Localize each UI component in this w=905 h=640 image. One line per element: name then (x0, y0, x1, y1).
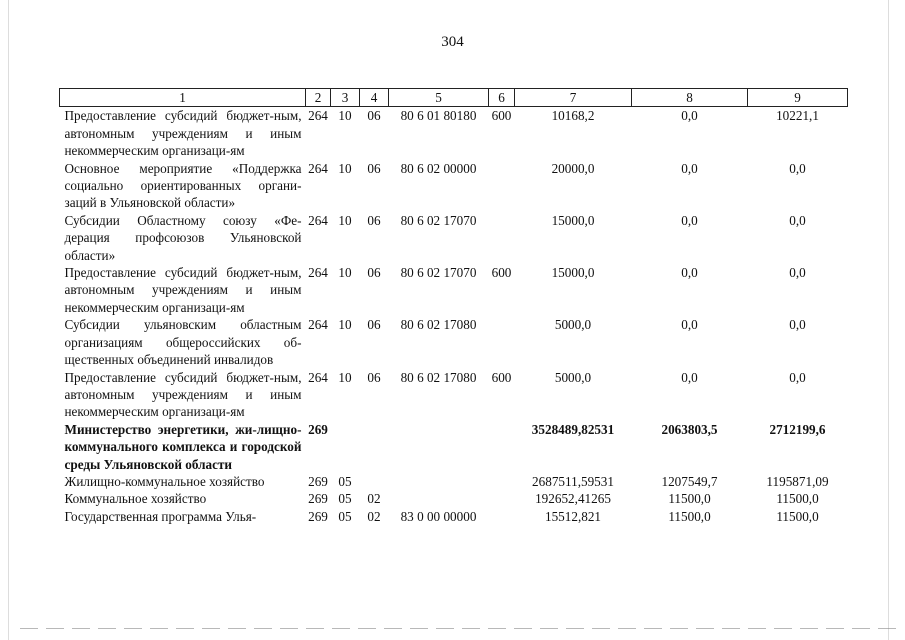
cell-section: 05 (338, 508, 352, 524)
cell-expense-type (489, 421, 515, 473)
cell-name: Предоставление субсидий бюджет-ным, автономным учреждениям и иным некоммерческим организаци-ям (64, 108, 302, 159)
table-row (60, 264, 848, 316)
cell-name: Жилищно-коммунальное хозяйство (64, 473, 265, 489)
cell-section: 10 (338, 369, 352, 385)
cell-expense-type (489, 212, 515, 264)
cell-name: Министерство энергетики, жи-лищно-коммунального комплекса и городской среды Ульяновской области (64, 421, 302, 472)
cell-target-article (389, 490, 489, 507)
cell-amount-9: 0,0 (789, 317, 806, 333)
table-row (60, 490, 848, 507)
cell-subsection: 06 (367, 317, 381, 333)
cell-section: 05 (338, 473, 352, 489)
cell-grbs: 264 (308, 369, 328, 385)
header-cell: 7 (515, 89, 632, 107)
cell-grbs: 264 (308, 160, 328, 176)
cell-subsection (360, 473, 389, 490)
cell-expense-type (489, 160, 515, 212)
cell-amount-9: 1195871,09 (766, 473, 829, 489)
header-cell: 3 (331, 89, 360, 107)
cell-subsection: 06 (367, 108, 381, 124)
cell-amount-7: 15000,0 (551, 212, 595, 228)
cell-target-article: 80 6 02 17070 (400, 212, 477, 228)
table-row (60, 473, 848, 490)
cell-subsection: 06 (367, 160, 381, 176)
cell-expense-type (489, 473, 515, 490)
cell-amount-7: 15512,821 (544, 508, 602, 524)
cell-subsection: 06 (367, 369, 381, 385)
cell-name: Коммунальное хозяйство (64, 491, 207, 507)
cell-expense-type: 600 (491, 369, 512, 385)
cell-amount-8: 2063803,5 (661, 421, 718, 437)
cell-subsection: 02 (367, 508, 381, 524)
cell-name: Субсидии Областному союзу «Фе-дерация профсоюзов Ульяновской области» (64, 212, 302, 263)
cell-amount-8: 11500,0 (668, 491, 711, 507)
cell-amount-8: 0,0 (681, 160, 698, 176)
cell-amount-8: 11500,0 (668, 508, 711, 524)
cell-subsection (360, 421, 389, 473)
cell-grbs: 269 (308, 491, 328, 507)
cell-subsection: 06 (367, 265, 381, 281)
header-cell: 4 (360, 89, 389, 107)
header-cell: 2 (306, 89, 331, 107)
cell-amount-9: 0,0 (789, 160, 806, 176)
cell-amount-8: 0,0 (681, 212, 698, 228)
cell-target-article: 80 6 02 17080 (400, 317, 477, 333)
table-row (60, 369, 848, 421)
cell-section: 10 (338, 160, 352, 176)
right-margin-line (888, 0, 889, 640)
cell-grbs: 264 (308, 317, 328, 333)
cell-target-article: 80 6 01 80180 (400, 108, 477, 124)
budget-table (59, 88, 848, 525)
cell-name: Предоставление субсидий бюджет-ным, автономным учреждениям и иным некоммерческим организаци-ям (64, 369, 302, 420)
cell-section: 10 (338, 265, 352, 281)
cell-target-article: 83 0 00 00000 (400, 508, 477, 524)
cell-target-article (389, 421, 489, 473)
header-cell: 1 (60, 89, 306, 107)
cell-grbs: 264 (308, 265, 328, 281)
cell-section: 05 (338, 491, 352, 507)
cell-amount-7: 192652,41265 (535, 491, 611, 507)
cell-expense-type (489, 490, 515, 507)
cell-expense-type: 600 (491, 108, 512, 124)
cell-amount-7: 5000,0 (554, 317, 592, 333)
cell-amount-8: 0,0 (681, 265, 698, 281)
table-row (60, 316, 848, 368)
cell-amount-9: 11500,0 (776, 491, 819, 507)
cell-subsection: 02 (367, 491, 381, 507)
cell-amount-7: 3528489,82531 (531, 421, 615, 437)
cell-name: Субсидии ульяновским областным организациям общероссийских об-щественных объединений инвалидов (64, 317, 302, 368)
cell-amount-7: 5000,0 (554, 369, 592, 385)
table-row (60, 508, 848, 525)
table-row (60, 160, 848, 212)
cell-target-article: 80 6 02 17080 (400, 369, 477, 385)
left-margin-line (8, 0, 9, 640)
table-row (60, 212, 848, 264)
cell-amount-8: 1207549,7 (661, 473, 718, 489)
header-cell: 8 (632, 89, 748, 107)
header-row (60, 89, 848, 107)
cell-amount-7: 20000,0 (551, 160, 595, 176)
cell-section: 10 (338, 317, 352, 333)
cell-grbs: 264 (308, 108, 328, 124)
header-cell: 6 (489, 89, 515, 107)
cell-section (331, 421, 360, 473)
cell-expense-type (489, 316, 515, 368)
cell-grbs: 269 (308, 473, 328, 489)
cell-amount-8: 0,0 (681, 317, 698, 333)
cell-amount-7: 2687511,59531 (532, 473, 614, 489)
cell-grbs: 264 (308, 212, 328, 228)
cell-amount-9: 10221,1 (776, 108, 819, 124)
cell-expense-type (489, 508, 515, 525)
cell-amount-8: 0,0 (681, 369, 698, 385)
cell-name: Предоставление субсидий бюджет-ным, автономным учреждениям и иным некоммерческим организаци-ям (64, 265, 302, 315)
cell-amount-7: 10168,2 (551, 108, 595, 124)
cell-target-article: 80 6 02 17070 (400, 265, 477, 281)
cell-amount-9: 0,0 (789, 265, 806, 281)
cell-amount-7: 15000,0 (551, 265, 595, 281)
cell-section: 10 (338, 108, 352, 124)
page-number: 304 (441, 34, 464, 50)
header-cell: 5 (389, 89, 489, 107)
cell-grbs: 269 (308, 421, 328, 437)
cell-target-article (389, 473, 489, 490)
cell-section: 10 (338, 212, 352, 228)
cell-amount-9: 0,0 (789, 369, 806, 385)
cell-name: Государственная программа Улья- (64, 508, 257, 524)
cell-amount-9: 2712199,6 (769, 421, 826, 437)
cell-amount-9: 11500,0 (776, 508, 819, 524)
cell-subsection: 06 (367, 212, 381, 228)
cell-name: Основное мероприятие «Поддержка социально ориентированных органи-заций в Ульяновской области» (64, 160, 302, 211)
table-row (60, 421, 848, 473)
header-cell: 9 (748, 89, 848, 107)
cell-target-article: 80 6 02 00000 (400, 160, 477, 176)
cell-amount-9: 0,0 (789, 212, 806, 228)
cell-amount-8: 0,0 (681, 108, 698, 124)
scan-edge-line (20, 628, 900, 629)
table-row (60, 107, 848, 160)
cell-grbs: 269 (308, 508, 328, 524)
cell-expense-type: 600 (491, 265, 512, 281)
